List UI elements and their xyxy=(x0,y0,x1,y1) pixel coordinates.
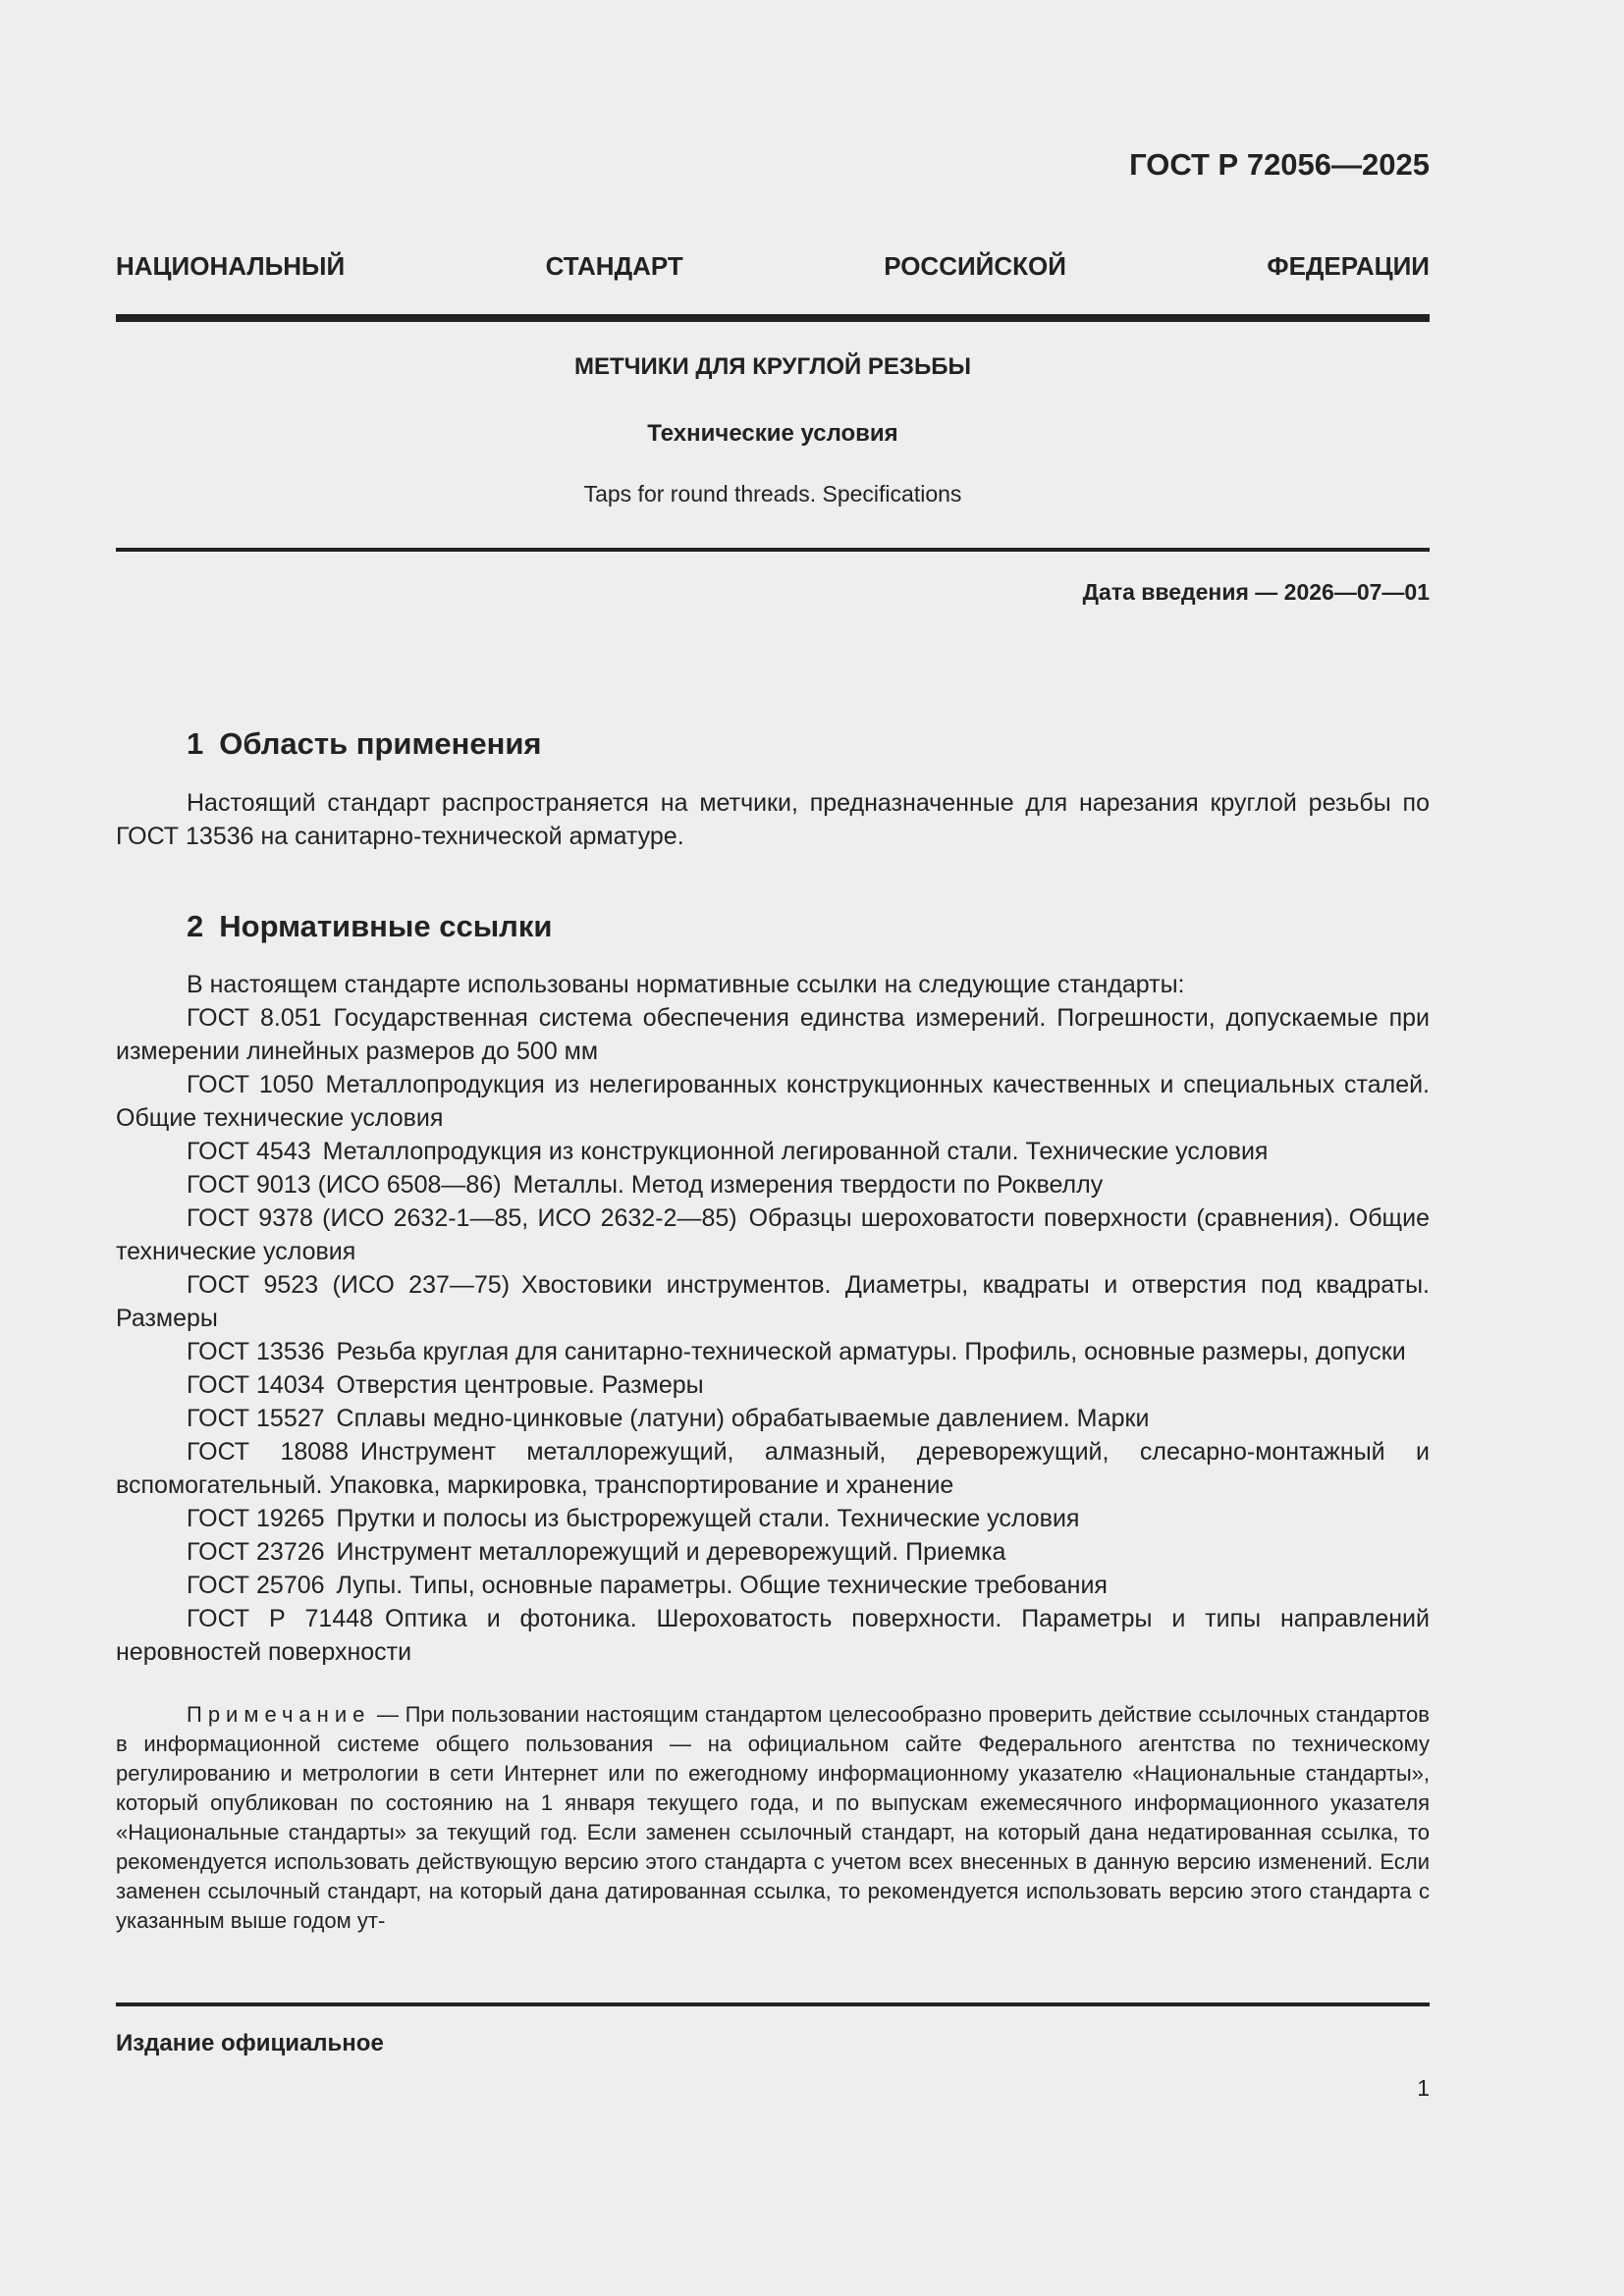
paragraph: В настоящем стандарте использованы нормативные ссылки на следующие стандарты: xyxy=(187,971,1185,998)
reference-text: Резьба круглая для санитарно-технической арматуры. Профиль, основные размеры, допуски xyxy=(336,1338,1406,1365)
reference-code: ГОСТ 23726 xyxy=(187,1538,325,1566)
section-number: 1 xyxy=(187,726,204,761)
reference-code: ГОСТ 4543 xyxy=(187,1138,311,1165)
reference-item xyxy=(116,1068,1430,1135)
reference-code: ГОСТ 9378 (ИСО 2632-1—85, ИСО 2632-2—85) xyxy=(187,1204,737,1232)
reference-item xyxy=(116,1168,1430,1201)
section-title: Область применения xyxy=(219,726,542,761)
reference-text: Хвостовики инструментов. Диаметры, квадраты и отверстия под квадраты. Размеры xyxy=(116,1271,1430,1332)
note-block xyxy=(116,1700,1430,1936)
note-text: — При пользовании настоящим стандартом целесообразно проверить действие ссылочных стандартов в информационной системе общего пользования — на официальном сайте Федерального агентства по техническому регулированию и метрологии в сети Интернет или по ежегодному информационному указателю «Национальные стандарты», который опубликован по состоянию на 1 января текущего года, и по выпускам ежемесячного информационного указателя «Национальные стандарты» за текущий год. Если заменен ссылочный стандарт, на который дана недатированная ссылка, то рекомендуется использовать действующую версию этого стандарта с учетом всех внесенных в данную версию изменений. Если заменен ссылочный стандарт, на который дана датированная ссылка, то рекомендуется использовать версию этого стандарта с указанным выше годом ут- xyxy=(116,1702,1430,1933)
reference-text: Инструмент металлорежущий, алмазный, дереворежущий, слесарно-монтажный и вспомогательный. Упаковка, маркировка, транспортирование и хранение xyxy=(116,1438,1430,1499)
section-heading xyxy=(187,726,542,762)
section-number: 2 xyxy=(187,909,204,943)
reference-code: ГОСТ 15527 xyxy=(187,1405,325,1432)
section-heading xyxy=(187,909,552,944)
national-standard-banner xyxy=(116,251,1430,282)
reference-text: Металлопродукция из конструкционной легированной стали. Технические условия xyxy=(322,1138,1269,1165)
reference-text: Оптика и фотоника. Шероховатость поверхности. Параметры и типы направлений неровностей поверхности xyxy=(116,1605,1430,1666)
reference-item xyxy=(116,1502,1430,1535)
reference-code: ГОСТ 1050 xyxy=(187,1071,314,1098)
reference-code: ГОСТ Р 71448 xyxy=(187,1605,374,1632)
reference-item xyxy=(116,1602,1430,1669)
reference-text: Отверстия центровые. Размеры xyxy=(336,1371,704,1399)
reference-text: Сплавы медно-цинковые (латуни) обрабатываемые давлением. Марки xyxy=(336,1405,1150,1432)
banner-word: СТАНДАРТ xyxy=(545,251,683,281)
reference-text: Металлопродукция из нелегированных конструкционных качественных и специальных сталей. Общие технические условия xyxy=(116,1071,1431,1132)
reference-code: ГОСТ 19265 xyxy=(187,1505,325,1532)
reference-code: ГОСТ 13536 xyxy=(187,1338,325,1365)
english-title: Taps for round threads. Specifications xyxy=(583,481,962,507)
reference-item xyxy=(116,1001,1430,1068)
reference-item xyxy=(116,1535,1430,1569)
reference-code: ГОСТ 14034 xyxy=(187,1371,325,1399)
reference-item xyxy=(116,1201,1430,1268)
reference-text: Образцы шероховатости поверхности (сравнения). Общие технические условия xyxy=(116,1204,1430,1265)
reference-code: ГОСТ 8.051 xyxy=(187,1004,322,1032)
title-divider xyxy=(116,548,1430,552)
edition-label: Издание официальное xyxy=(116,2030,384,2056)
reference-text: Государственная система обеспечения единства измерений. Погрешности, допускаемые при измерении линейных размеров до 500 мм xyxy=(116,1004,1430,1065)
document-subtitle: Технические условия xyxy=(647,420,898,447)
note-paragraph xyxy=(116,1700,1430,1936)
reference-item xyxy=(116,1135,1430,1168)
page-number: 1 xyxy=(1417,2075,1430,2101)
section-title: Нормативные ссылки xyxy=(219,909,553,943)
reference-item xyxy=(116,1335,1430,1368)
banner-word: ФЕДЕРАЦИИ xyxy=(1267,251,1430,281)
reference-code: ГОСТ 9013 (ИСО 6508—86) xyxy=(187,1171,502,1199)
reference-item xyxy=(116,1368,1430,1402)
banner-word: НАЦИОНАЛЬНЫЙ xyxy=(116,251,346,281)
reference-code: ГОСТ 25706 xyxy=(187,1572,325,1599)
document-title: МЕТЧИКИ ДЛЯ КРУГЛОЙ РЕЗЬБЫ xyxy=(574,353,971,380)
section-body xyxy=(116,786,1430,853)
reference-code: ГОСТ 18088 xyxy=(187,1438,350,1466)
document-code: ГОСТ Р 72056—2025 xyxy=(1129,147,1430,182)
reference-text: Лупы. Типы, основные параметры. Общие технические требования xyxy=(336,1572,1108,1599)
reference-item xyxy=(116,1435,1430,1502)
footer-divider xyxy=(116,2002,1430,2006)
paragraph: Настоящий стандарт распространяется на метчики, предназначенные для нарезания круглой резьбы по ГОСТ 13536 на санитарно-технической арматуре. xyxy=(116,789,1430,850)
banner-word: РОССИЙСКОЙ xyxy=(884,251,1066,281)
reference-text: Металлы. Метод измерения твердости по Роквеллу xyxy=(513,1171,1104,1199)
reference-item xyxy=(116,1268,1430,1335)
document-page xyxy=(116,0,1430,2296)
reference-item xyxy=(116,1402,1430,1435)
reference-item xyxy=(116,1569,1430,1602)
reference-text: Прутки и полосы из быстрорежущей стали. Технические условия xyxy=(336,1505,1080,1532)
header-divider xyxy=(116,314,1430,322)
introduction-date: Дата введения — 2026—07—01 xyxy=(1082,579,1430,605)
note-label: Примечание xyxy=(187,1702,371,1727)
reference-code: ГОСТ 9523 (ИСО 237—75) xyxy=(187,1271,511,1299)
reference-list xyxy=(116,968,1430,1669)
reference-text: Инструмент металлорежущий и дереворежущий. Приемка xyxy=(336,1538,1006,1566)
